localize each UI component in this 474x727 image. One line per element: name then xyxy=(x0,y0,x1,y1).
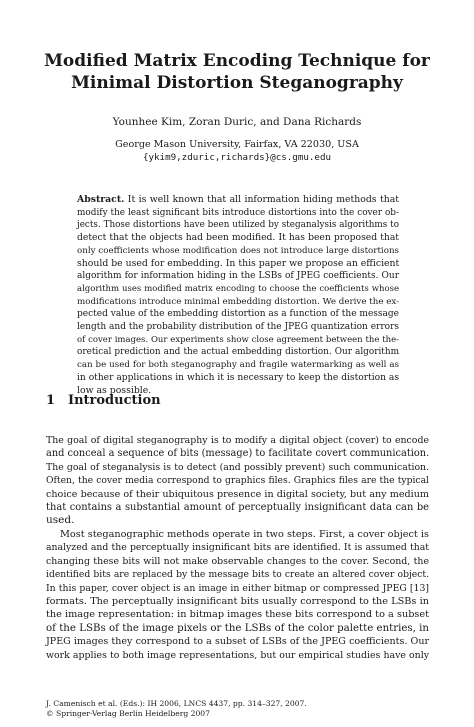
paragraph-line: Often, the cover media correspond to graphics files. Graphics files are the typical xyxy=(46,475,429,487)
abstract-line: modify the least significant bits introduce distortions into the cover ob- xyxy=(77,207,399,218)
paragraph-line: The goal of digital steganography is to modify a digital object (cover) to encode xyxy=(46,435,429,446)
paragraph-line: In this paper, cover object is an image in either bitmap or compressed JPEG [13] xyxy=(46,582,429,594)
abstract-line: of cover images. Our experiments show close agreement between the the- xyxy=(77,334,399,345)
paragraph-line: and conceal a sequence of bits (message) to facilitate covert communication. xyxy=(46,448,430,460)
paragraph-line: identified bits are replaced by the message bits to create an altered cover object. xyxy=(46,569,429,581)
paragraph-line: The goal of steganalysis is to detect (and possibly prevent) such communication. xyxy=(46,461,429,473)
paragraph-1 xyxy=(46,434,429,528)
paragraph-2 xyxy=(46,528,429,662)
paragraph-line: that contains a substantial amount of perceptually insignificant data can be xyxy=(46,502,429,514)
paragraph-line: JPEG images they correspond to a subset of LSBs of the JPEG coefficients. Our xyxy=(46,636,429,648)
abstract-line: algorithm uses modified matrix encoding to choose the coefficients whose xyxy=(77,283,399,294)
paragraph-line: used. xyxy=(46,514,75,527)
author-list: Younhee Kim, Zoran Duric, and Dana Richards xyxy=(112,116,362,128)
section-heading xyxy=(46,393,161,409)
section-title: Introduction xyxy=(68,392,161,408)
paragraph-line: formats. The perceptually insignificant bits usually correspond to the LSBs in xyxy=(46,596,429,608)
abstract-line: should be used for embedding. In this paper we propose an efficient xyxy=(77,257,400,269)
paragraph-line: choice because of their ubiquitous presence in digital society, but any medium xyxy=(46,488,429,500)
abstract-line: only coefficients whose modification does not introduce large distortions xyxy=(77,245,399,256)
paragraph-line: the image representation: in bitmap images these bits correspond to a subset xyxy=(46,609,429,621)
footer-citation: J. Camenisch et al. (Eds.): IH 2006, LNCS 4437, pp. 314–327, 2007. xyxy=(46,699,307,708)
section-number: 1 xyxy=(46,392,56,408)
abstract-line: in other applications in which it is necessary to keep the distortion as xyxy=(77,372,399,383)
footer xyxy=(46,699,429,719)
footer-copyright: © Springer-Verlag Berlin Heidelberg 2007 xyxy=(46,709,210,718)
abstract-line: length and the probability distribution of the JPEG quantization errors xyxy=(77,322,399,333)
paragraph-line: changing these bits will not make observable changes to the cover. Second, the xyxy=(46,555,429,567)
abstract-line: can be used for both steganography and fragile watermarking as well as xyxy=(77,360,399,371)
paragraph-line: analyzed and the perceptually insignificant bits are identified. It is assumed that xyxy=(46,542,429,554)
abstract-line: jects. Those distortions have been utilized by steganalysis algorithms to xyxy=(77,220,399,231)
paragraph-line: Most steganographic methods operate in two steps. First, a cover object is xyxy=(60,529,429,540)
affiliation: George Mason University, Fairfax, VA 22030, USA xyxy=(115,139,359,150)
email-address: {ykim9,zduric,richards}@cs.gmu.edu xyxy=(142,152,332,163)
paper-title xyxy=(40,50,434,94)
abstract-line: detect that the objects had been modified. It has been proposed that xyxy=(77,232,399,244)
abstract-line: oretical prediction and the actual embedding distortion. Our algorithm xyxy=(77,347,399,358)
abstract-text: It is well known that all information hiding methods that xyxy=(127,194,399,205)
abstract-line: low as possible. xyxy=(77,384,152,396)
abstract-line xyxy=(77,194,399,207)
paragraph-line: of the LSBs of the image pixels or the LSBs of the color palette entries, in xyxy=(46,622,429,634)
abstract-line: pected value of the embedding distortion as a function of the message xyxy=(77,309,399,320)
abstract-line: algorithm for information hiding in the LSBs of JPEG coefficients. Our xyxy=(77,271,399,282)
paragraph-line: work applies to both image representations, but our empirical studies have only xyxy=(46,649,429,661)
title-line: Modified Matrix Encoding Technique for xyxy=(44,51,430,71)
abstract-label: Abstract. xyxy=(77,194,125,205)
abstract-line: modifications introduce minimal embedding distortion. We derive the ex- xyxy=(77,296,400,307)
abstract xyxy=(77,194,399,397)
title-line: Minimal Distortion Steganography xyxy=(71,73,403,93)
